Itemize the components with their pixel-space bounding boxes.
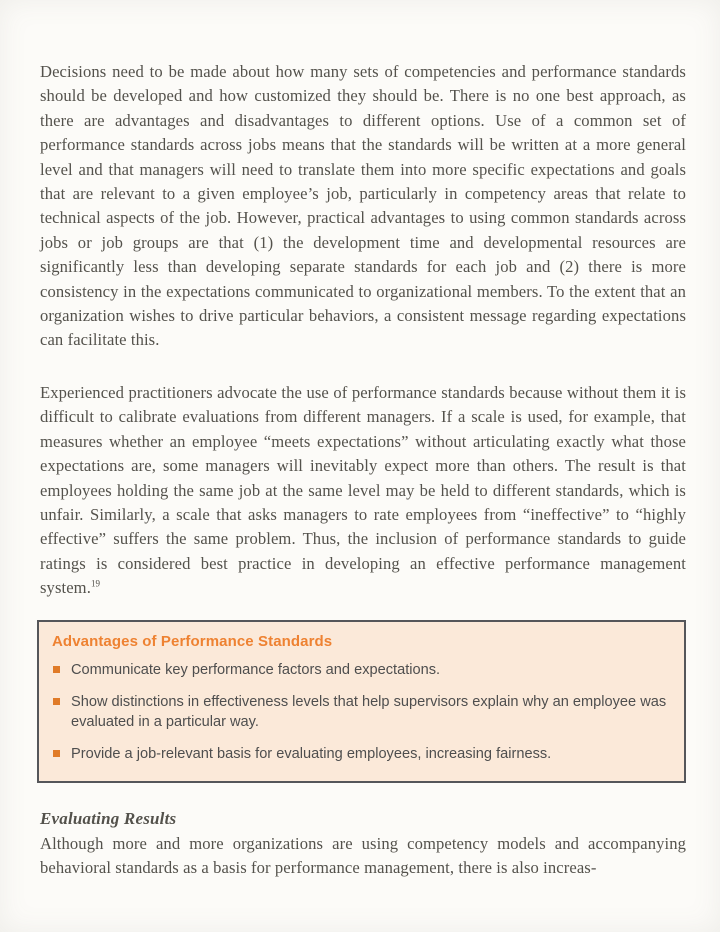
callout-bullet-text: Show distinctions in effectiveness levels that help supervisors explain why an employee was evaluated in a particular way.	[71, 694, 667, 730]
bullet-square-icon	[53, 750, 60, 757]
section-heading-evaluating-results: Evaluating Results	[40, 808, 177, 828]
bullet-square-icon	[53, 698, 60, 705]
callout-bullet-text: Provide a job-relevant basis for evaluating employees, increasing fairness.	[71, 746, 552, 763]
callout-bullet-list	[52, 661, 668, 765]
callout-bullet-item	[52, 661, 668, 681]
callout-bullet-text: Communicate key performance factors and expectations.	[71, 661, 441, 678]
footnote-reference: 19	[90, 578, 101, 589]
callout-bullet-item	[52, 745, 668, 765]
callout-title: Advantages of Performance Standards	[52, 632, 333, 650]
bullet-square-icon	[53, 666, 60, 673]
callout-bullet-item	[52, 693, 668, 732]
body-paragraph-2	[40, 381, 686, 601]
body-paragraph-2-text: Experienced practitioners advocate the use of performance standards because without them it is difficult to calibrate evaluations from different managers. If a scale is used, for example, that measures whether an employee “meets expectations” without articulating exactly what those expectations are, some managers will inevitably expect more than others. The result is that employees holding the same job at the same level may be held to different standards, which is unfair. Similarly, a scale that asks managers to rate employees from “ineffective” to “highly effective” suffers the same problem. Thus, the inclusion of performance standards to guide ratings is considered best practice in developing an effective performance management system.	[40, 382, 686, 598]
body-paragraph-3: Although more and more organizations are using competency models and accompanying behavioral standards as a basis for performance management, there is also increas-	[40, 833, 686, 877]
body-paragraph-1: Decisions need to be made about how many sets of competencies and performance standards should be developed and how customized they should be. There is no one best approach, as there are advantages and disadvantages to different options. Use of a common set of performance standards across jobs means that the standards will be written at a more general level and that managers will need to translate them into more specific expectations and goals that are relevant to a given employee’s job, particularly in competency areas that relate to technical aspects of the job. However, practical advantages to using common standards across jobs or job groups are that (1) the development time and developmental resources are significantly less than developing separate standards for each job and (2) there is more consistency in the expectations communicated to organizational members. To the extent that an organization wishes to drive particular behaviors, a consistent message regarding expectations can facilitate this.	[40, 62, 686, 350]
page-content	[40, 60, 686, 880]
advantages-callout-box	[37, 620, 686, 783]
